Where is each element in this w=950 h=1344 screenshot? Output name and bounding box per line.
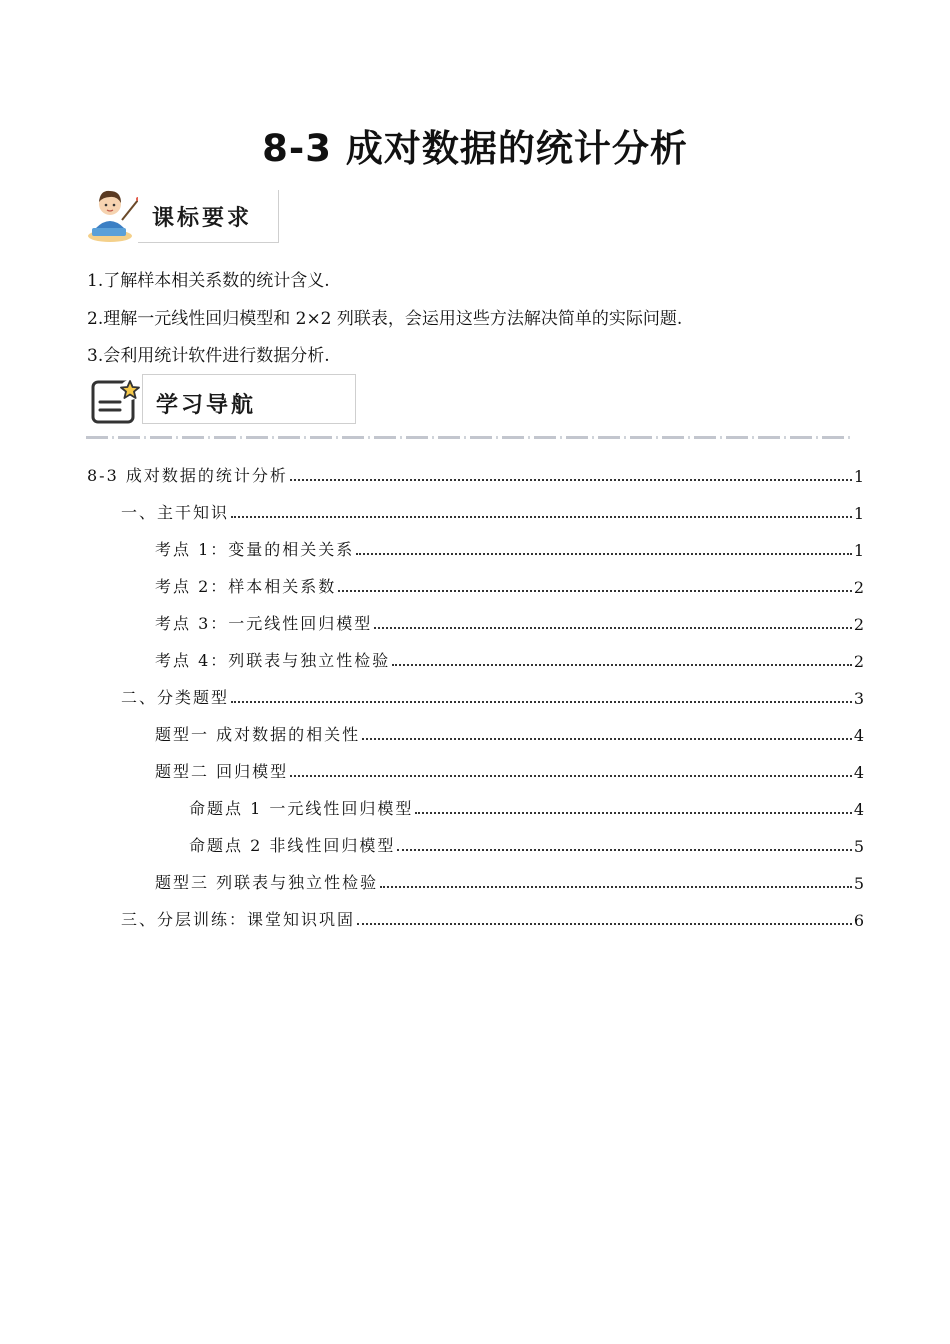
- list-star-icon: [90, 376, 142, 428]
- toc-entry[interactable]: [0, 647, 864, 671]
- toc-entry[interactable]: [0, 499, 864, 523]
- toc-page-number: 4: [853, 763, 864, 782]
- toc-leader-dots: [231, 700, 852, 703]
- page-title: 8-3 成对数据的统计分析: [262, 127, 688, 170]
- toc-leader-dots: [338, 589, 852, 592]
- toc-leader-dots: [290, 478, 852, 481]
- requirement-item-2: 2.理解一元线性回归模型和 2×2 列联表，会运用这些方法解决简单的实际问题.: [87, 309, 683, 329]
- toc-leader-dots: [290, 774, 852, 777]
- toc-entry-text: 考点 4：列联表与独立性检验: [155, 651, 391, 670]
- toc-entry[interactable]: [0, 721, 864, 745]
- toc-entry-text: 考点 3：一元线性回归模型: [155, 614, 373, 633]
- toc-entry-text: 考点 1：变量的相关关系: [155, 540, 355, 559]
- toc-entry[interactable]: [0, 573, 864, 597]
- navigation-banner: [86, 372, 361, 430]
- requirements-banner: [86, 184, 286, 248]
- toc-page-number: 2: [853, 652, 864, 671]
- toc-leader-dots: [374, 626, 852, 629]
- requirement-item-1: 1.了解样本相关系数的统计含义.: [87, 271, 330, 291]
- requirement-item-3: 3.会利用统计软件进行数据分析.: [87, 346, 330, 366]
- toc-entry-text: 二、分类题型: [121, 688, 230, 707]
- toc-entry[interactable]: [0, 684, 864, 708]
- toc-entry-text: 题型三 列联表与独立性检验: [155, 873, 379, 892]
- toc-leader-dots: [415, 811, 851, 814]
- teacher-icon: [86, 184, 142, 246]
- toc-entry[interactable]: [0, 869, 864, 893]
- toc-entry-text: 题型一 成对数据的相关性: [155, 725, 361, 744]
- toc-entry-text: 题型二 回归模型: [155, 762, 289, 781]
- toc-leader-dots: [362, 737, 852, 740]
- toc-page-number: 4: [853, 726, 864, 745]
- toc-entry-text: 考点 2：样本相关系数: [155, 577, 337, 596]
- toc-entry-text: 命题点 1 一元线性回归模型: [189, 799, 414, 818]
- toc-entry[interactable]: [0, 758, 864, 782]
- toc-leader-dots: [357, 922, 852, 925]
- toc-entry-text: 8-3 成对数据的统计分析: [87, 466, 288, 485]
- toc-entry[interactable]: [0, 610, 864, 634]
- toc-leader-dots: [356, 552, 852, 555]
- toc-page-number: 5: [853, 837, 864, 856]
- toc-page-number: 2: [853, 578, 864, 597]
- toc-leader-dots: [380, 885, 852, 888]
- toc-page-number: 5: [853, 874, 864, 893]
- toc-entry[interactable]: [0, 462, 864, 486]
- toc-page-number: 1: [853, 541, 864, 560]
- toc-page-number: 4: [853, 800, 864, 819]
- toc-entry-text: 一、主干知识: [121, 503, 230, 522]
- toc-page-number: 3: [853, 689, 864, 708]
- toc-page-number: 1: [853, 467, 864, 486]
- toc-leader-dots: [231, 515, 852, 518]
- toc-entry-text: 命题点 2 非线性回归模型: [189, 836, 396, 855]
- toc-entry-text: 三、分层训练：课堂知识巩固: [121, 910, 356, 929]
- toc-page-number: 6: [853, 911, 864, 930]
- toc-page-number: 2: [853, 615, 864, 634]
- toc-page-number: 1: [853, 504, 864, 523]
- navigation-label: 学习导航: [156, 392, 257, 418]
- toc-entry[interactable]: [0, 832, 864, 856]
- toc-entry[interactable]: [0, 795, 864, 819]
- section-divider: [86, 436, 850, 439]
- toc-entry[interactable]: [0, 906, 864, 930]
- toc-leader-dots: [397, 848, 851, 851]
- toc-entry[interactable]: [0, 536, 864, 560]
- requirements-label: 课标要求: [152, 205, 253, 231]
- toc-leader-dots: [392, 663, 852, 666]
